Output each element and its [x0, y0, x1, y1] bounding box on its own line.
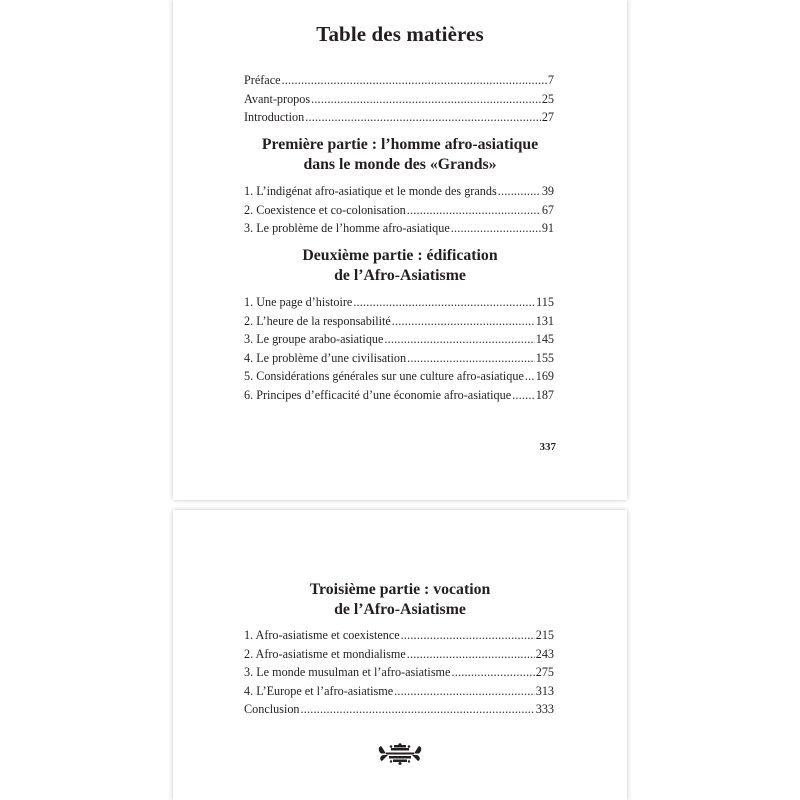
book-page-338	[173, 510, 627, 800]
toc-entry-page: 145	[535, 332, 554, 346]
toc-entry-page: 67	[541, 202, 554, 217]
dot-leader	[407, 647, 535, 662]
fleuron-ornament-icon	[173, 743, 627, 770]
toc-entry	[244, 647, 554, 666]
toc-entry-label: 1. L’indigénat afro-asiatique et le monde des grands	[244, 184, 497, 198]
toc-entry	[244, 351, 554, 370]
dot-leader	[407, 351, 535, 366]
toc-entry	[244, 314, 554, 333]
dot-leader	[282, 73, 547, 88]
toc-entry-label: 3. Le groupe arabo-asiatique	[244, 332, 384, 346]
page-number: 337	[539, 441, 556, 453]
toc-entry-page: 243	[535, 646, 554, 661]
toc-entry-label: 3. Le monde musulman et l’afro-asiatisme	[244, 665, 451, 679]
toc-entry	[244, 702, 554, 721]
toc-entry-label: 4. Le problème d’une civilisation	[244, 350, 407, 365]
fleuron-ornament-icon-graphic	[377, 743, 423, 765]
toc-entry-label: 2. Coexistence et co-colonisation	[244, 202, 406, 217]
toc-entry-label: Introduction	[244, 110, 305, 124]
toc-entry-page: 187	[535, 387, 554, 402]
dot-leader	[305, 110, 541, 125]
toc-entry	[244, 184, 554, 203]
dot-leader	[311, 92, 541, 107]
toc-intro-section	[244, 73, 554, 129]
toc-entry	[244, 369, 554, 388]
dot-leader	[451, 665, 534, 680]
toc-entry-page: 115	[536, 295, 554, 309]
dot-leader	[525, 369, 535, 384]
toc-entry	[244, 628, 554, 647]
toc-entry	[244, 110, 554, 129]
toc-entry	[244, 92, 554, 111]
toc-entry	[244, 388, 554, 407]
dot-leader	[407, 203, 541, 218]
toc-entry-label: 2. L’heure de la responsabilité	[244, 313, 391, 328]
toc-entry-page: 155	[535, 350, 554, 365]
toc-entry-label: 4. L’Europe et l’afro-asiatisme	[244, 683, 394, 698]
toc-entry-page: 333	[535, 702, 554, 716]
toc-entry	[244, 665, 554, 684]
toc-entry-page: 215	[535, 628, 554, 642]
dot-leader	[401, 628, 535, 643]
toc-entry-page: 131	[535, 313, 554, 328]
part3-heading-line2: de l’Afro-Asiatisme	[334, 600, 466, 618]
toc-entry	[244, 221, 554, 240]
dot-leader	[353, 295, 535, 310]
toc-entry	[244, 332, 554, 351]
part2-heading-line2: de l’Afro-Asiatisme	[334, 266, 466, 284]
dot-leader	[301, 702, 535, 717]
toc-entry	[244, 73, 554, 92]
part1-heading-line1: Première partie : l’homme afro-asiatique	[261, 136, 539, 153]
toc-entry-label: 1. Une page d’histoire	[244, 295, 353, 309]
toc-entry-page: 91	[541, 221, 554, 235]
toc-entry-label: Avant-propos	[244, 91, 311, 106]
toc-entry-label: Préface	[244, 73, 281, 87]
toc-entry-page: 27	[541, 110, 554, 124]
dot-leader	[392, 314, 535, 329]
part2-heading	[173, 246, 627, 285]
dot-leader	[384, 332, 534, 347]
toc-entry-page: 25	[541, 91, 554, 106]
toc-entry-label: 6. Principes d’efficacité d’une économie afro-asiatique	[244, 387, 512, 402]
toc-entry	[244, 684, 554, 703]
toc-entry-page: 169	[535, 369, 554, 383]
toc-entry-label: 2. Afro-asiatisme et mondialisme	[244, 646, 406, 661]
toc-entry-label: Conclusion	[244, 702, 300, 716]
part3-heading	[173, 580, 627, 619]
toc-entry	[244, 203, 554, 222]
toc-part1-section	[244, 184, 554, 240]
part1-heading-line2: dans le monde des «Grands»	[303, 155, 497, 173]
toc-entry-label: 1. Afro-asiatisme et coexistence	[244, 628, 400, 642]
part1-heading	[173, 135, 627, 174]
toc-entry-label: 3. Le problème de l’homme afro-asiatique	[244, 221, 450, 235]
toc-entry-page: 313	[535, 683, 554, 698]
toc-entry-page: 39	[541, 184, 554, 198]
part3-heading-line1: Troisième partie : vocation	[309, 581, 491, 598]
page-title: Table des matières	[316, 22, 484, 46]
dot-leader	[512, 388, 535, 403]
toc-entry	[244, 295, 554, 314]
toc-entry-page: 275	[535, 665, 554, 679]
toc-entry-page: 7	[547, 73, 554, 87]
dot-leader	[394, 684, 535, 699]
part2-heading-line1: Deuxième partie : édification	[302, 247, 498, 264]
toc-part2-section	[244, 295, 554, 406]
toc-entry-label: 5. Considérations générales sur une culture afro-asiatique	[244, 369, 524, 383]
toc-part3-section	[244, 628, 554, 721]
dot-leader	[498, 184, 541, 199]
dot-leader	[451, 221, 541, 236]
book-page-337	[173, 0, 627, 500]
